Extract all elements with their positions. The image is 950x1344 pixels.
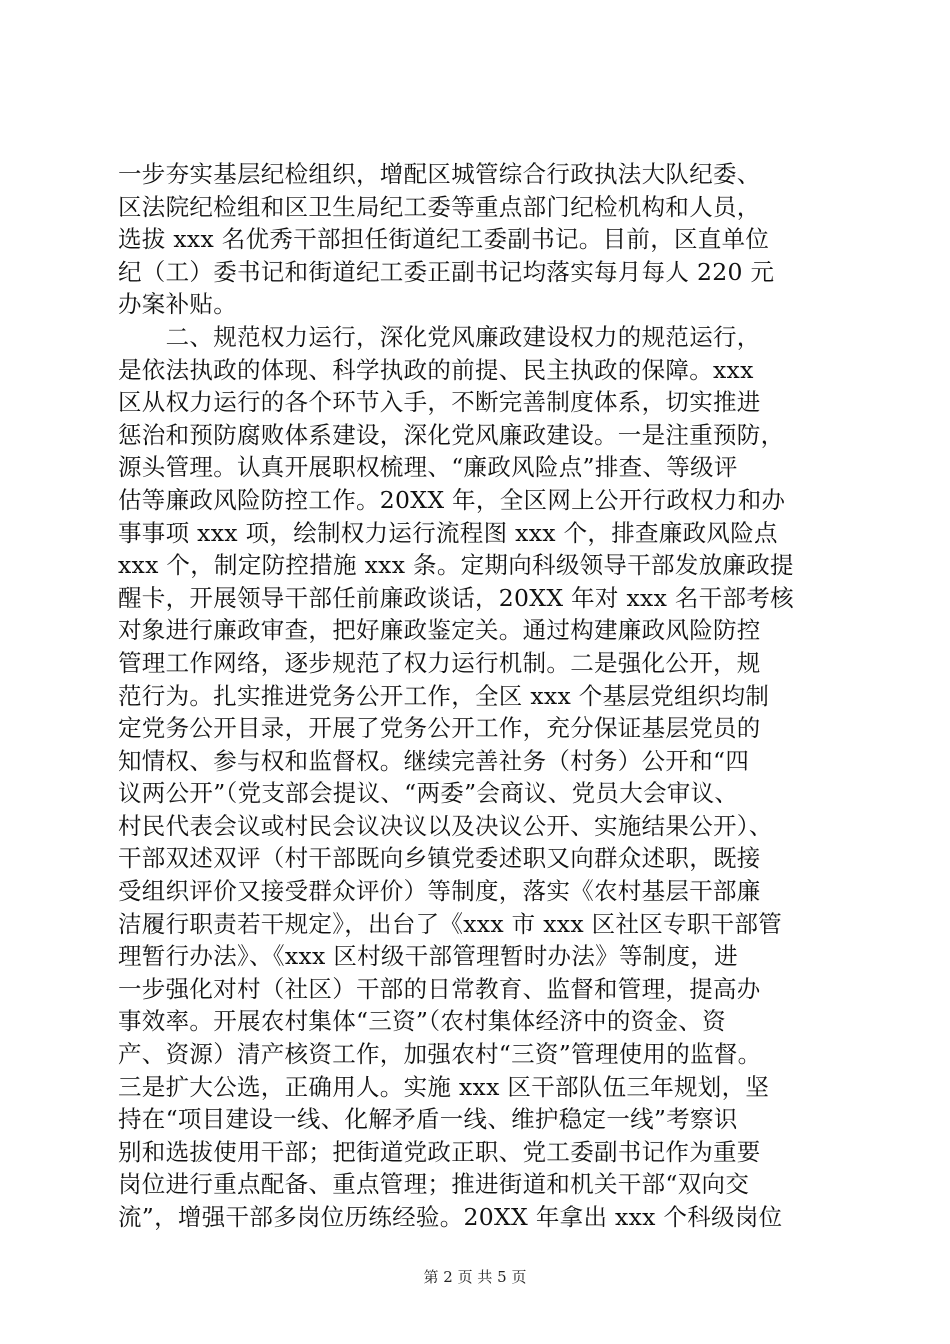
text-line: 别和选拔使用干部；把街道党政正职、党工委副书记作为重要 xyxy=(118,1137,761,1166)
text-line: 对象进行廉政审查，把好廉政鉴定关。通过构建廉政风险防控 xyxy=(118,616,761,645)
text-line: 范行为。扎实推进党务公开工作，全区 xxx 个基层党组织均制 xyxy=(118,681,770,710)
text-line: 惩治和预防腐败体系建设，深化党风廉政建设。一是注重预防， xyxy=(118,420,785,449)
text-line: 定党务公开目录，开展了党务公开工作，充分保证基层党员的 xyxy=(118,714,761,743)
text-line: 理暂行办法》、《xxx 区村级干部管理暂时办法》等制度，进 xyxy=(118,942,738,971)
text-line: 选拔 xxx 名优秀干部担任街道纪工委副书记。目前，区直单位 xyxy=(118,225,770,254)
text-line: 源头管理。认真开展职权梳理、“廉政风险点”排查、等级评 xyxy=(118,453,738,482)
body-text xyxy=(118,158,838,1234)
text-line: 区法院纪检组和区卫生局纪工委等重点部门纪检机构和人员， xyxy=(118,192,761,221)
text-line: 产、资源）清产核资工作，加强农村“三资”管理使用的监督。 xyxy=(118,1040,762,1069)
text-line: 三是扩大公选，正确用人。实施 xxx 区干部队伍三年规划，坚 xyxy=(118,1072,770,1101)
text-line: 是依法执政的体现、科学执政的前提、民主执政的保障。xxx xyxy=(118,355,754,384)
text-line: 洁履行职责若干规定》，出台了《xxx 市 xxx 区社区专职干部管 xyxy=(118,909,783,938)
text-line: 知情权、参与权和监督权。继续完善社务（村务）公开和“四 xyxy=(118,746,750,775)
text-line: 岗位进行重点配备、重点管理；推进街道和机关干部“双向交 xyxy=(118,1170,750,1199)
text-line: 管理工作网络，逐步规范了权力运行机制。二是强化公开，规 xyxy=(118,648,761,677)
text-line: 村民代表会议或村民会议决议以及决议公开、实施结果公开）、 xyxy=(118,811,773,840)
text-line: 持在“项目建设一线、化解矛盾一线、维护稳定一线”考察识 xyxy=(118,1105,738,1134)
text-line: 区从权力运行的各个环节入手，不断完善制度体系，切实推进 xyxy=(118,388,761,417)
text-line: 一步夯实基层纪检组织，增配区城管综合行政执法大队纪委、 xyxy=(118,160,761,188)
text-line: 议两公开”（党支部会提议、“两委”会商议、党员大会审议、 xyxy=(118,779,739,808)
text-line: 估等廉政风险防控工作。20XX 年，全区网上公开行政权力和办 xyxy=(118,485,786,514)
text-line: 干部双述双评（村干部既向乡镇党委述职又向群众述职，既接 xyxy=(118,844,761,873)
text-line: 二、规范权力运行，深化党风廉政建设权力的规范运行， xyxy=(118,322,761,351)
text-line: 一步强化对村（社区）干部的日常教育、监督和管理，提高办 xyxy=(118,974,761,1003)
text-line: xxx 个，制定防控措施 xxx 条。定期向科级领导干部发放廉政提 xyxy=(118,551,794,580)
text-line: 事效率。开展农村集体“三资”（农村集体经济中的资金、资 xyxy=(118,1007,726,1036)
text-line: 事事项 xxx 项，绘制权力运行流程图 xxx 个，排查廉政风险点 xyxy=(118,518,778,547)
text-line: 流”，增强干部多岗位历练经验。20XX 年拿出 xxx 个科级岗位 xyxy=(118,1203,783,1231)
text-line: 纪（工）委书记和街道纪工委正副书记均落实每月每人 220 元 xyxy=(118,257,775,286)
text-line: 醒卡，开展领导干部任前廉政谈话，20XX 年对 xxx 名干部考核 xyxy=(118,583,794,612)
text-line: 办案补贴。 xyxy=(118,290,237,319)
page-footer: 第 2 页 共 5 页 xyxy=(423,1268,527,1286)
text-line: 受组织评价又接受群众评价）等制度，落实《农村基层干部廉 xyxy=(118,877,761,906)
